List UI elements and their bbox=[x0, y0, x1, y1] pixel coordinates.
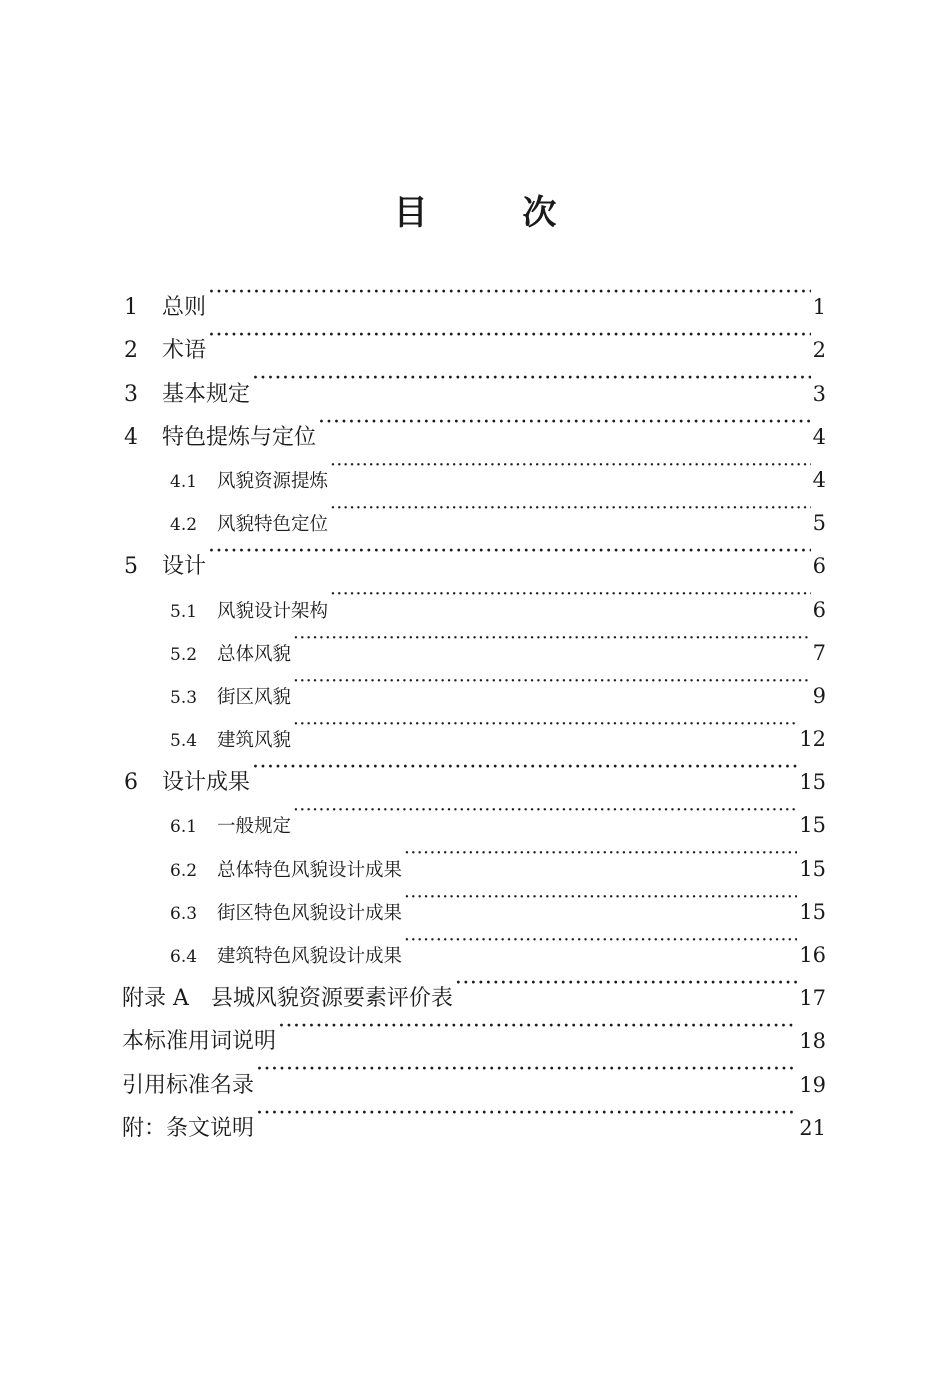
dot-leader bbox=[256, 1092, 797, 1135]
toc-entry-page-number: 18 bbox=[799, 1029, 826, 1054]
table-of-contents bbox=[122, 271, 826, 1141]
toc-entry[interactable] bbox=[122, 530, 826, 580]
toc-entry-label: 街区风貌 bbox=[217, 686, 292, 708]
dot-leader bbox=[293, 789, 797, 832]
dot-leader bbox=[278, 1005, 797, 1048]
dot-leader bbox=[252, 357, 811, 400]
toc-entry-page-number: 5 bbox=[812, 511, 826, 536]
toc-entry-page-number: 19 bbox=[799, 1072, 826, 1097]
dot-leader bbox=[330, 487, 811, 530]
toc-entry-page-number: 6 bbox=[812, 597, 826, 622]
dot-leader bbox=[330, 573, 811, 616]
toc-entry-page-number: 15 bbox=[799, 813, 826, 838]
dot-leader bbox=[330, 444, 811, 487]
toc-entry-label: 附录 A 县城风貌资源要素评价表 bbox=[122, 986, 453, 1012]
toc-entry-label: 街区特色风貌设计成果 bbox=[217, 902, 403, 924]
toc-entry[interactable] bbox=[122, 271, 826, 321]
toc-entry[interactable] bbox=[122, 357, 826, 407]
toc-entry-page-number: 4 bbox=[812, 424, 826, 449]
toc-entry-page-number: 4 bbox=[812, 467, 826, 492]
toc-entry-number: 3 bbox=[124, 381, 138, 407]
dot-leader bbox=[455, 962, 797, 1005]
toc-entry-page-number: 15 bbox=[799, 770, 826, 795]
toc-entry-label: 风貌设计架构 bbox=[217, 600, 329, 622]
toc-entry-label: 附：条文说明 bbox=[122, 1115, 255, 1141]
dot-leader bbox=[404, 919, 797, 962]
toc-entry-number: 6.2 bbox=[170, 860, 198, 881]
toc-entry-page-number: 17 bbox=[799, 986, 826, 1011]
toc-entry-page-number: 6 bbox=[812, 554, 826, 579]
toc-entry-label: 设计成果 bbox=[162, 770, 251, 796]
toc-entry[interactable] bbox=[122, 573, 826, 622]
toc-entry-number: 2 bbox=[124, 338, 138, 364]
toc-entry-label: 一般规定 bbox=[217, 816, 292, 838]
toc-entry-label: 风貌资源提炼 bbox=[217, 470, 329, 492]
toc-entry-page-number: 1 bbox=[812, 295, 826, 320]
toc-entry-page-number: 9 bbox=[812, 683, 826, 708]
toc-entry-number: 4.2 bbox=[170, 515, 198, 536]
toc-entry-number: 5.2 bbox=[170, 644, 198, 665]
toc-entry[interactable] bbox=[122, 314, 826, 364]
dot-leader bbox=[293, 660, 811, 703]
toc-entry-number: 6.4 bbox=[170, 947, 198, 967]
toc-entry-number: 5 bbox=[124, 554, 138, 580]
toc-entry-label: 总则 bbox=[162, 295, 207, 321]
toc-entry-number: 6 bbox=[124, 770, 138, 796]
toc-entry-label: 本标准用词说明 bbox=[122, 1029, 277, 1055]
toc-entry-page-number: 15 bbox=[799, 899, 826, 924]
dot-leader bbox=[208, 530, 811, 573]
toc-entry-page-number: 12 bbox=[799, 727, 826, 752]
dot-leader bbox=[318, 401, 811, 444]
dot-leader bbox=[404, 876, 797, 919]
toc-entry-page-number: 7 bbox=[812, 640, 826, 665]
toc-entry-label: 引用标准名录 bbox=[122, 1072, 255, 1098]
toc-entry-label: 基本规定 bbox=[162, 381, 251, 407]
toc-entry-number: 4 bbox=[124, 424, 138, 450]
toc-entry-label: 设计 bbox=[162, 554, 207, 580]
toc-entry-label: 建筑特色风貌设计成果 bbox=[217, 946, 403, 967]
toc-entry-label: 特色提炼与定位 bbox=[162, 424, 317, 450]
toc-entry-number: 1 bbox=[124, 295, 138, 321]
toc-entry-label: 建筑风貌 bbox=[217, 730, 292, 752]
dot-leader bbox=[256, 1048, 797, 1091]
toc-entry-label: 术语 bbox=[162, 338, 207, 364]
toc-entry-page-number: 16 bbox=[799, 943, 826, 967]
page-title: 目 次 bbox=[393, 193, 557, 233]
dot-leader bbox=[208, 271, 811, 314]
toc-entry-page-number: 21 bbox=[799, 1115, 826, 1140]
toc-entry-label: 风貌特色定位 bbox=[217, 514, 329, 536]
toc-entry-number: 5.4 bbox=[170, 731, 198, 752]
dot-leader bbox=[293, 617, 811, 660]
toc-entry-page-number: 3 bbox=[812, 381, 826, 406]
toc-entry-page-number: 15 bbox=[799, 856, 826, 881]
toc-entry-page-number: 2 bbox=[812, 338, 826, 363]
toc-entry-label: 总体特色风貌设计成果 bbox=[217, 859, 403, 881]
toc-entry-number: 4.1 bbox=[170, 471, 198, 492]
toc-entry-number: 6.1 bbox=[170, 817, 198, 838]
toc-entry-number: 5.3 bbox=[170, 687, 198, 708]
dot-leader bbox=[293, 703, 797, 746]
toc-entry-label: 总体风貌 bbox=[217, 643, 292, 665]
dot-leader bbox=[252, 746, 797, 789]
dot-leader bbox=[404, 832, 797, 875]
dot-leader bbox=[208, 314, 811, 357]
toc-entry-number: 5.1 bbox=[170, 601, 198, 622]
toc-entry-number: 6.3 bbox=[170, 903, 198, 924]
